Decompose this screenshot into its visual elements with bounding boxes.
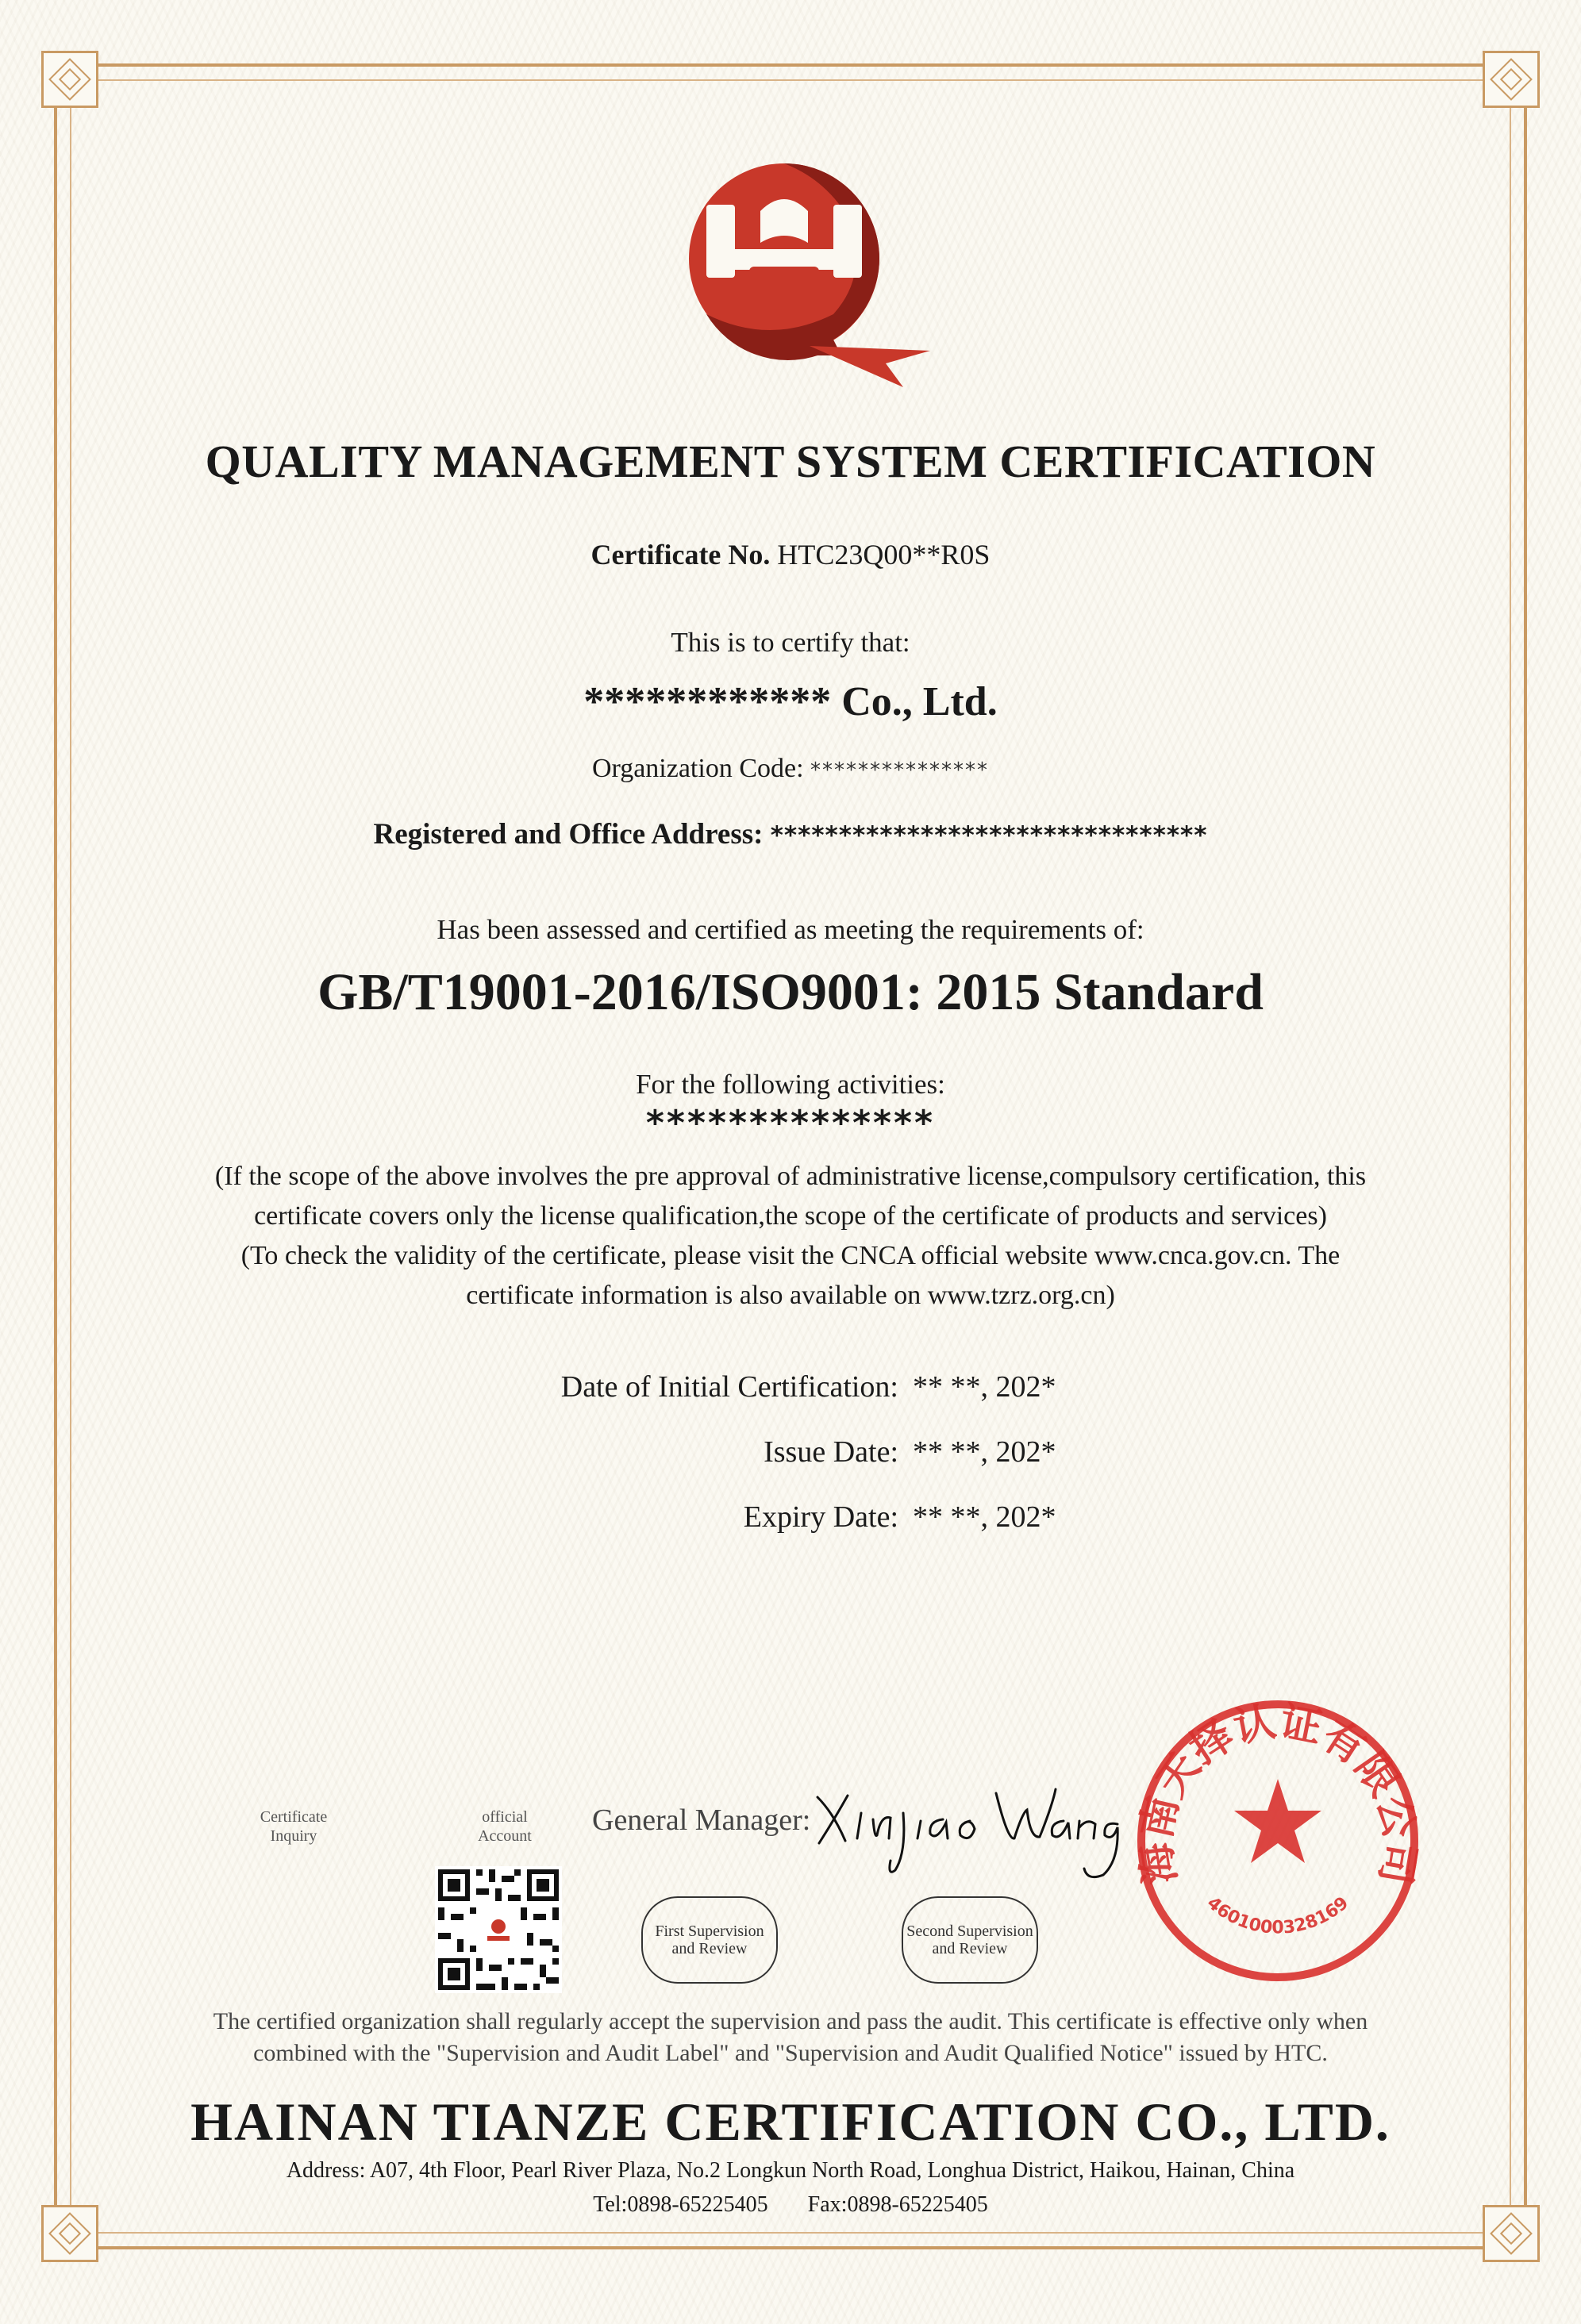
certification-standard: GB/T19001-2016/ISO9001: 2015 Standard bbox=[317, 963, 1264, 1021]
qr-code[interactable] bbox=[435, 1866, 562, 1993]
date-label: Expiry Date: bbox=[743, 1500, 898, 1534]
certificate-number-label: Certificate No. bbox=[590, 539, 771, 570]
date-value: ** **, 202* bbox=[913, 1500, 1056, 1534]
company-seal bbox=[1127, 1690, 1429, 1992]
organization-code-label: Organization Code: bbox=[591, 754, 804, 783]
issuing-body-tel: Tel:0898-65225405 bbox=[593, 2192, 768, 2217]
date-label: Issue Date: bbox=[764, 1435, 898, 1469]
general-manager-signature bbox=[802, 1765, 1119, 1884]
certified-company-name: ************ Co., Ltd. bbox=[583, 679, 998, 724]
certify-statement: This is to certify that: bbox=[671, 627, 910, 658]
expiry-date-row bbox=[0, 1500, 1581, 1539]
supervision-notice bbox=[0, 2006, 1581, 2069]
htc-logo bbox=[651, 156, 952, 401]
seal-text: 海南天择认证有限公司 bbox=[1132, 1697, 1424, 1888]
corner-ornament-top-left bbox=[41, 51, 98, 108]
supervision-notice-line: The certified organization shall regularly accept the supervision and pass the audit. This certificate is effective only when bbox=[213, 2008, 1368, 2034]
second-supervision-label: Second Supervision bbox=[906, 1923, 1033, 1940]
registered-address-line bbox=[0, 817, 1581, 851]
certificate-inquiry-label bbox=[238, 1807, 349, 1846]
registered-address-label: Registered and Office Address: bbox=[373, 818, 764, 851]
date-value: ** **, 202* bbox=[913, 1435, 1056, 1469]
first-supervision-label: First Supervision bbox=[655, 1923, 764, 1940]
second-supervision-stamp-box bbox=[902, 1896, 1038, 1984]
corner-ornament-top-right bbox=[1483, 51, 1540, 108]
issuing-body-address: Address: A07, 4th Floor, Pearl River Plaza, No.2 Longkun North Road, Longhua District, Haikou, Hainan, China bbox=[286, 2158, 1295, 2183]
notice-line: certificate covers only the license qualification,the scope of the certificate of products and services) bbox=[254, 1201, 1327, 1231]
issue-date-row bbox=[0, 1435, 1581, 1474]
notice-line: (To check the validity of the certificate, please visit the CNCA official website www.cnca.gov.cn. The bbox=[240, 1241, 1341, 1270]
organization-code-value: *************** bbox=[810, 759, 990, 782]
inquiry-label-line: Inquiry bbox=[270, 1827, 317, 1845]
date-label: Date of Initial Certification: bbox=[560, 1370, 898, 1404]
registered-address-value: ******************************** bbox=[770, 821, 1208, 850]
assessment-statement: Has been assessed and certified as meeting the requirements of: bbox=[437, 914, 1144, 945]
first-supervision-stamp-box bbox=[641, 1896, 778, 1984]
first-supervision-sublabel: and Review bbox=[671, 1940, 748, 1957]
issuing-body-contact bbox=[0, 2192, 1581, 2218]
account-label-line: official bbox=[482, 1808, 528, 1826]
organization-code-line bbox=[0, 754, 1581, 784]
general-manager-label: General Manager: bbox=[592, 1804, 811, 1837]
supervision-notice-line: combined with the "Supervision and Audit Label" and "Supervision and Audit Qualified Notice" issued by HTC. bbox=[253, 2040, 1328, 2066]
official-account-label bbox=[449, 1807, 560, 1846]
certificate-title: QUALITY MANAGEMENT SYSTEM CERTIFICATION bbox=[205, 436, 1376, 487]
date-value: ** **, 202* bbox=[913, 1370, 1056, 1404]
activities-scope: ************** bbox=[645, 1103, 936, 1143]
account-label-line: Account bbox=[478, 1827, 532, 1845]
initial-certification-date-row bbox=[0, 1369, 1581, 1409]
inquiry-label-line: Certificate bbox=[260, 1808, 328, 1826]
notice-line: certificate information is also available on www.tzrz.org.cn) bbox=[466, 1281, 1115, 1310]
notice-line: (If the scope of the above involves the pre approval of administrative license,compulsory certification, this bbox=[214, 1162, 1367, 1191]
activities-label: For the following activities: bbox=[636, 1069, 945, 1100]
seal-number: 4601000328169 bbox=[1202, 1892, 1353, 1938]
scope-notice bbox=[0, 1157, 1581, 1316]
certificate-number-line bbox=[0, 538, 1581, 571]
issuing-body-fax: Fax:0898-65225405 bbox=[807, 2192, 988, 2217]
certificate-number: HTC23Q00**R0S bbox=[777, 539, 991, 570]
svg-text:4601000328169 bbox=[1203, 1893, 1352, 1938]
issuing-body-name: HAINAN TIANZE CERTIFICATION CO., LTD. bbox=[190, 2092, 1391, 2152]
second-supervision-sublabel: and Review bbox=[932, 1940, 1008, 1957]
